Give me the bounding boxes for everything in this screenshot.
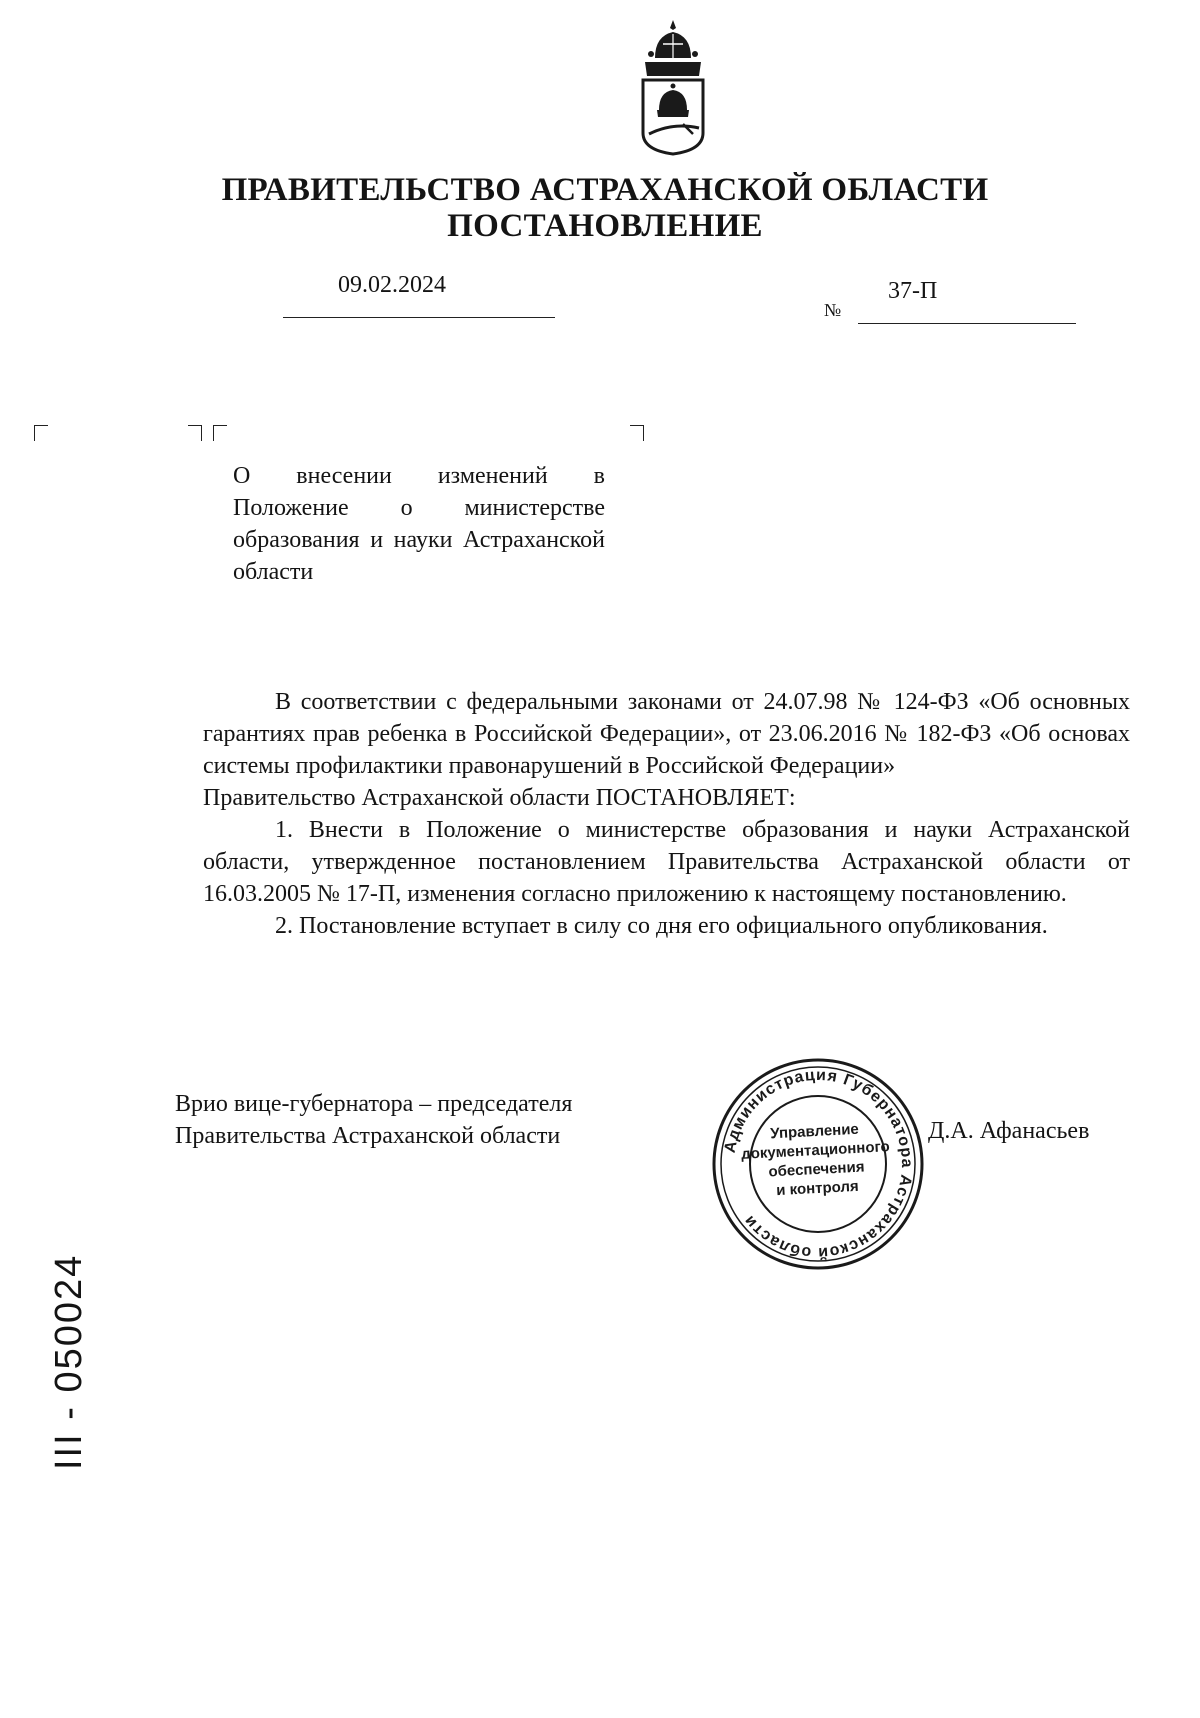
organization-title: ПРАВИТЕЛЬСТВО АСТРАХАНСКОЙ ОБЛАСТИ <box>221 172 989 208</box>
stamp-center-line: и контроля <box>775 1177 860 1200</box>
body-paragraph-resolves: Правительство Астраханской области ПОСТАНОВЛЯЕТ: <box>203 785 796 811</box>
field-corner-mark <box>188 425 202 441</box>
number-sign: № <box>824 300 842 320</box>
document-date: 09.02.2024 <box>338 272 446 298</box>
field-corner-mark <box>213 425 227 441</box>
stamp-center-line: документационного <box>740 1138 891 1163</box>
stamp-center-line: Управление <box>769 1120 860 1143</box>
stamp-ring-text: Администрация Губернатора Астраханской области <box>721 1066 916 1262</box>
body-paragraph-item-1: 1. Внести в Положение о министерстве образования и науки Астраханской области, утвержденное постановлением Правительства Астраханской области от 16.03.2005 № 17-П, изменения согласно приложению к настоящему постановлению. <box>203 817 1130 907</box>
document-subject: О внесении изменений в Положение о министерстве образования и науки Астраханской области <box>233 463 605 585</box>
number-underline <box>858 323 1076 324</box>
stamp-center-line: обеспечения <box>768 1158 865 1181</box>
coat-of-arms-icon <box>633 18 713 158</box>
date-underline <box>283 317 555 318</box>
signatory-position-line-1: Врио вице-губернатора – председателя <box>175 1091 573 1117</box>
signatory-name: Д.А. Афанасьев <box>928 1118 1090 1144</box>
signatory-position-line-2: Правительства Астраханской области <box>175 1123 561 1149</box>
body-paragraph-item-2: 2. Постановление вступает в силу со дня его официального опубликования. <box>275 913 1048 939</box>
document-number: 37-П <box>888 278 938 304</box>
document-body <box>203 686 1130 942</box>
document-type-title: ПОСТАНОВЛЕНИЕ <box>447 208 763 244</box>
field-corner-mark <box>34 425 48 441</box>
stamp-center-text <box>738 1118 894 1202</box>
signatory-position <box>175 1088 572 1152</box>
form-serial-number: III - 050024 <box>48 1253 90 1470</box>
body-paragraph-preamble: В соответствии с федеральными законами от 24.07.98 № 124-ФЗ «Об основных гарантиях прав ребенка в Российской Федерации», от 23.06.2016 № 182-ФЗ «Об основах системы профилактики правонарушений в Российской Федерации» <box>203 689 1130 779</box>
field-corner-mark <box>630 425 644 441</box>
